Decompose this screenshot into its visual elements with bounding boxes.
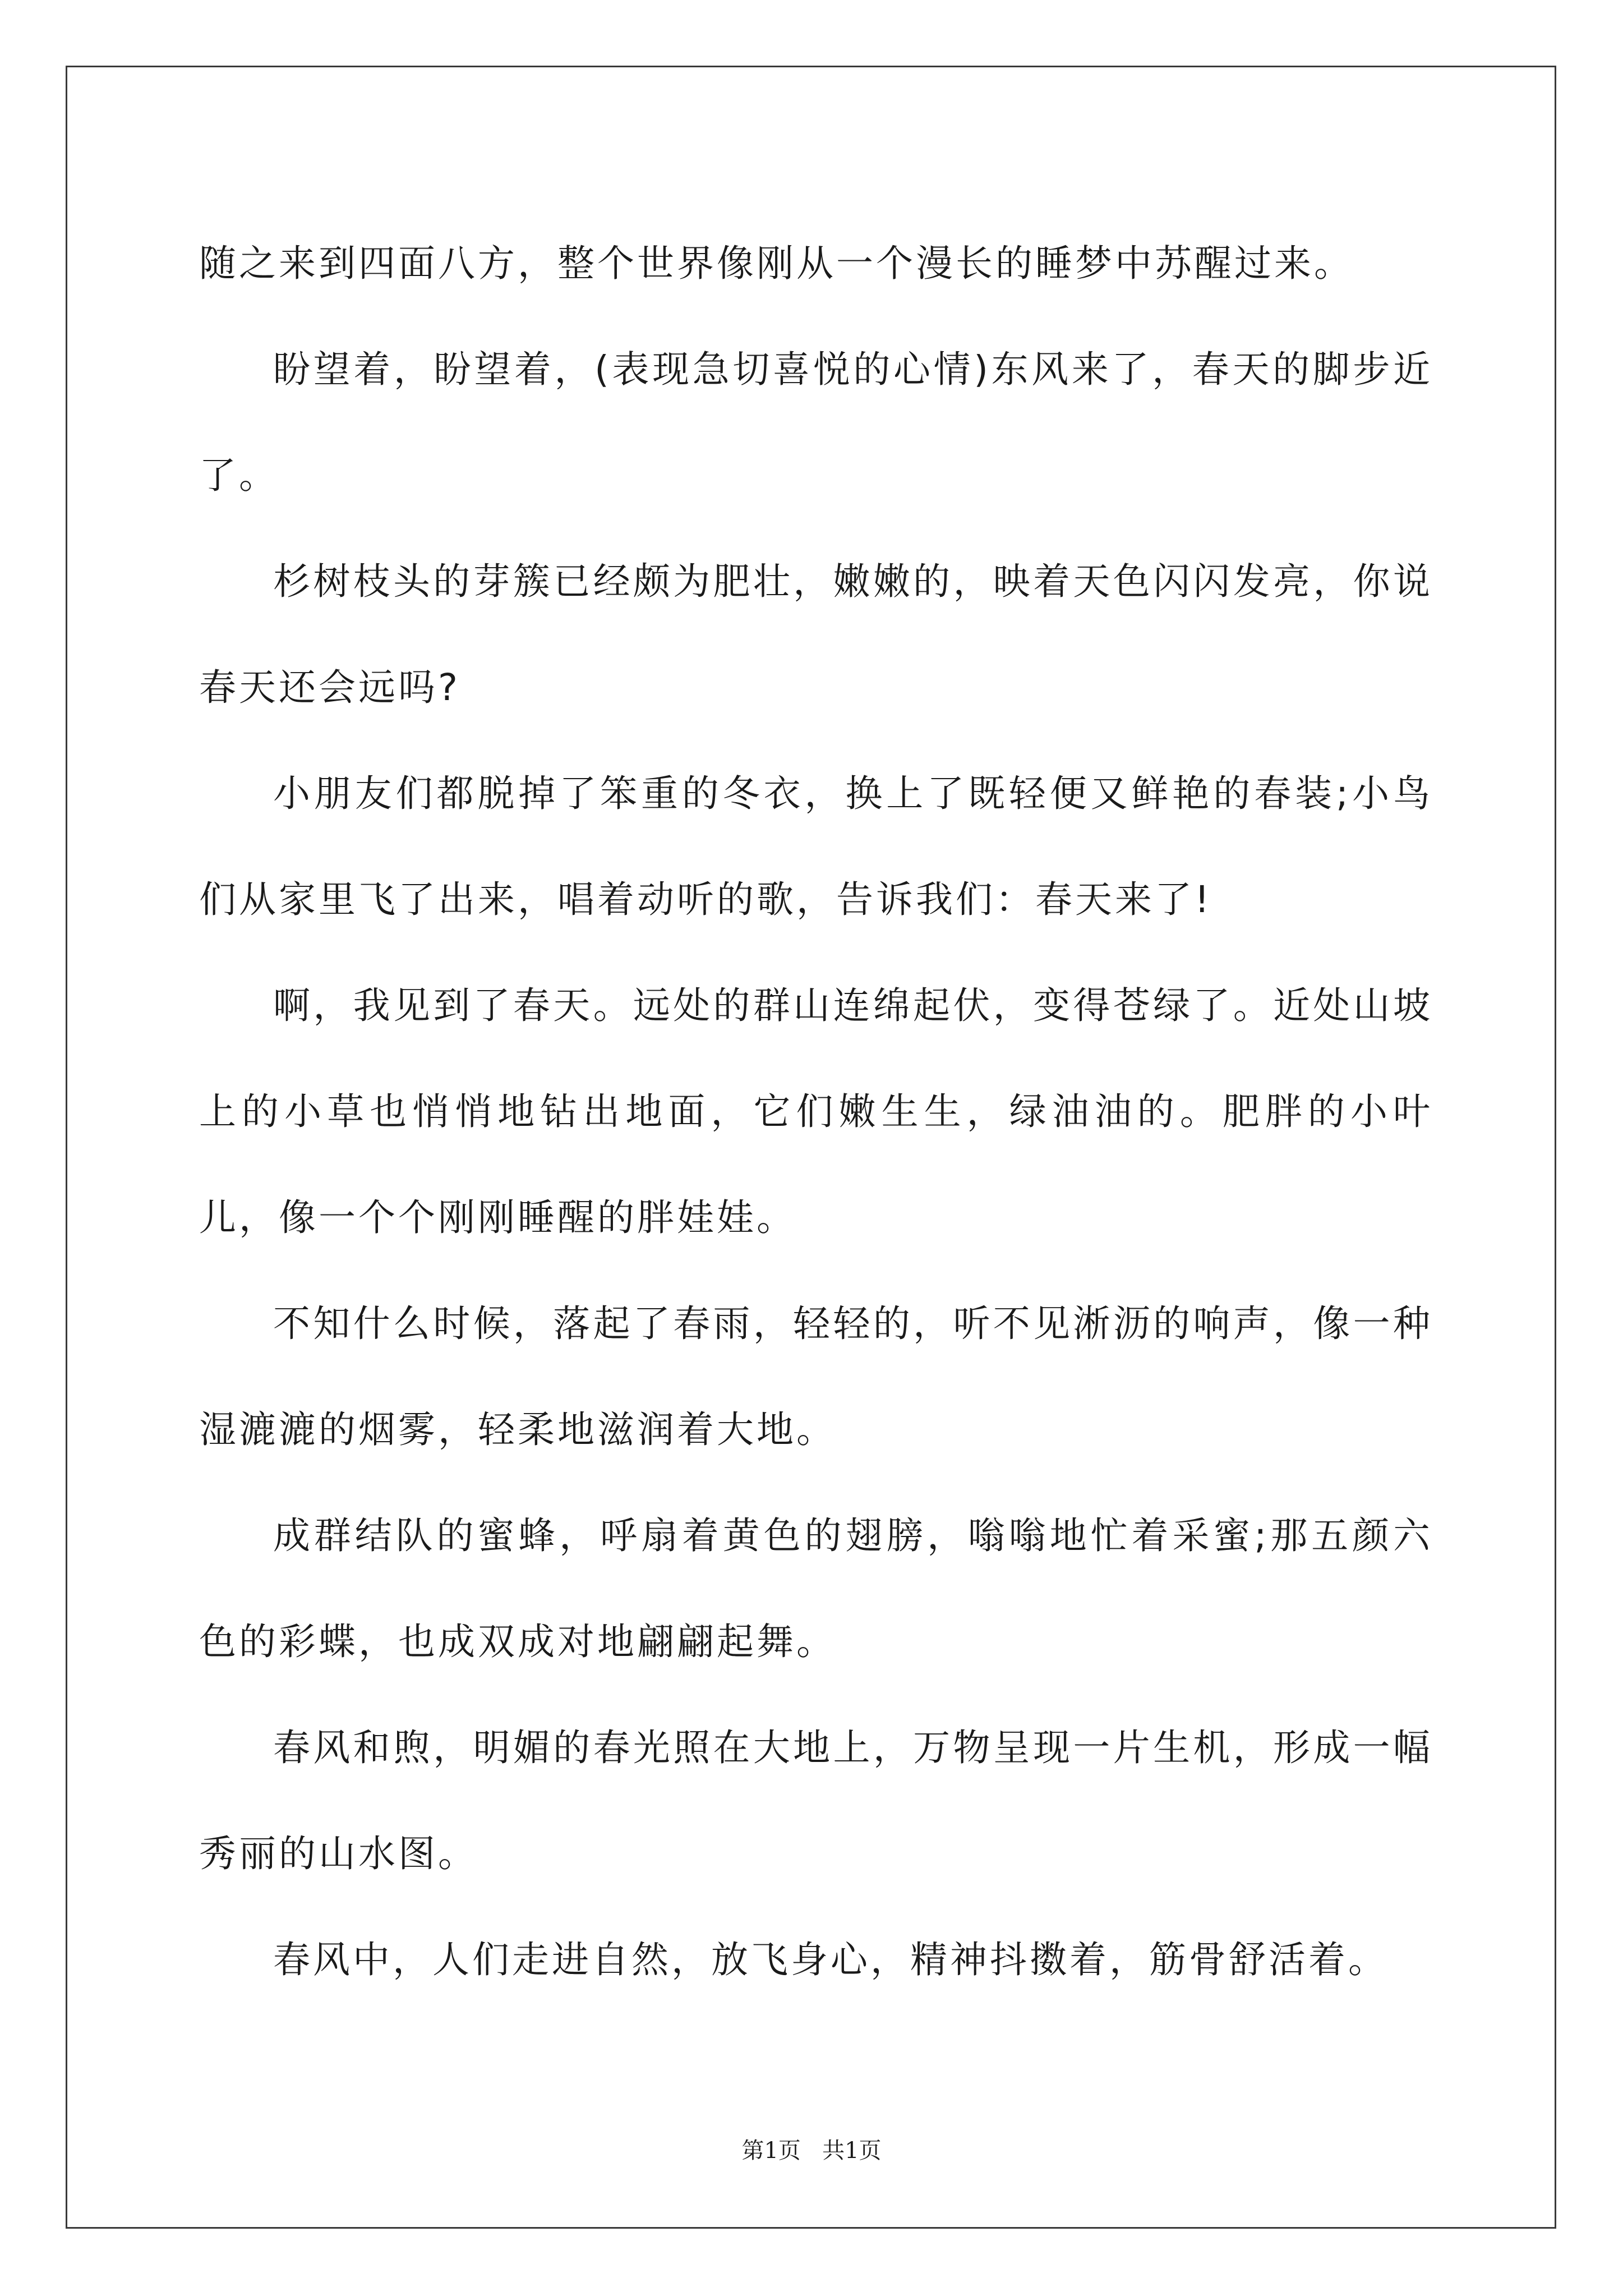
- page-total: 共1页: [822, 2138, 882, 2164]
- paragraph: 小朋友们都脱掉了笨重的冬衣，换上了既轻便又鲜艳的春装;小鸟们从家里飞了出来，唱着动听的歌，告诉我们：春天来了!: [199, 772, 1433, 921]
- paragraph: 杉树枝头的芽簇已经颇为肥壮，嫩嫩的，映着天色闪闪发亮，你说春天还会远吗?: [199, 560, 1433, 709]
- document-body: [199, 210, 1433, 2013]
- page-number: 第1页: [741, 2138, 801, 2164]
- paragraph-continuation: 随之来到四面八方，整个世界像刚从一个漫长的睡梦中苏醒过来。: [199, 242, 1354, 285]
- footer-gap: [801, 2138, 822, 2164]
- paragraph: 不知什么时候，落起了春雨，轻轻的，听不见淅沥的响声，像一种湿漉漉的烟雾，轻柔地滋润着大地。: [199, 1302, 1433, 1451]
- paragraph: 春风和煦，明媚的春光照在大地上，万物呈现一片生机，形成一幅秀丽的山水图。: [199, 1726, 1433, 1875]
- paragraph: 啊，我见到了春天。远处的群山连绵起伏，变得苍绿了。近处山坡上的小草也悄悄地钻出地面，它们嫩生生，绿油油的。肥胖的小叶儿，像一个个刚刚睡醒的胖娃娃。: [199, 984, 1433, 1239]
- paragraph: 盼望着，盼望着，(表现急切喜悦的心情)东风来了，春天的脚步近了。: [199, 348, 1433, 497]
- paragraph: 成群结队的蜜蜂，呼扇着黄色的翅膀，嗡嗡地忙着采蜜;那五颜六色的彩蝶，也成双成对地翩翩起舞。: [199, 1514, 1433, 1663]
- paragraph: 春风中，人们走进自然，放飞身心，精神抖擞着，筋骨舒活着。: [273, 1938, 1388, 1981]
- page-footer: [0, 2135, 1623, 2166]
